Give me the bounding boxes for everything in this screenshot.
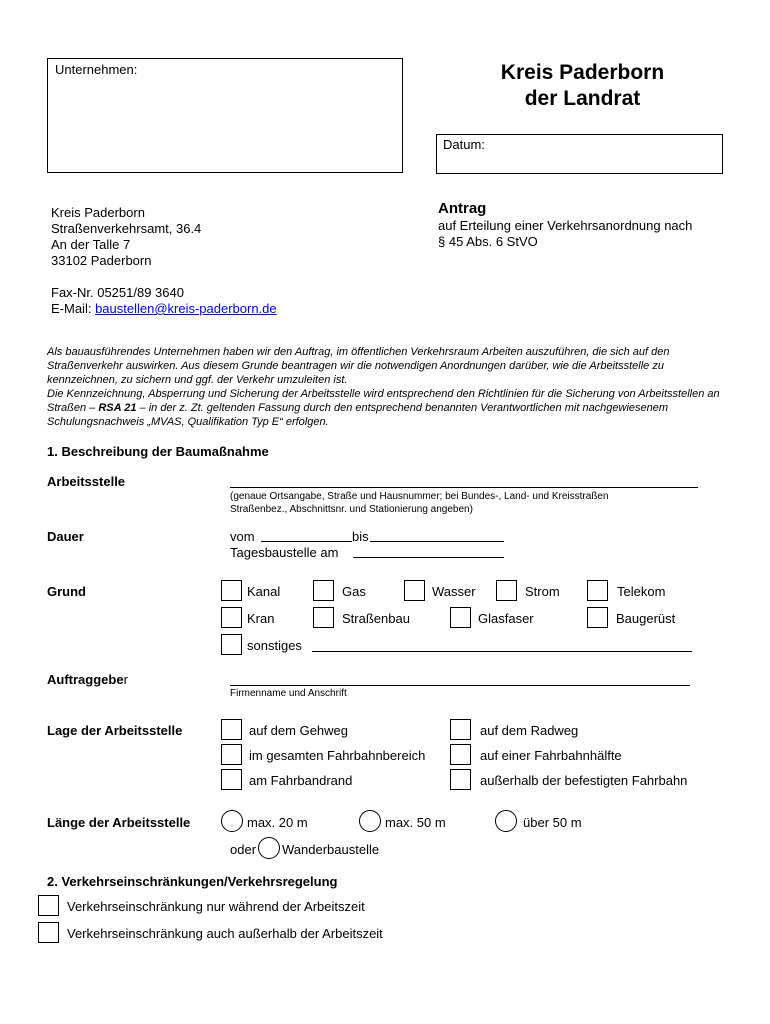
checkbox-gesamter-fahrbahnbereich[interactable] (221, 744, 242, 765)
checkbox-radweg[interactable] (450, 719, 471, 740)
authority-title-line1: Kreis Paderborn (500, 61, 665, 84)
email-link[interactable]: baustellen@kreis-paderborn.de (95, 301, 277, 316)
intro-p2-a: Die Kennzeichnung, Absperrung und Sicherung der Arbeitsstelle wird entsprechend den Richtlinien für die Sicherung von Arbeitsstellen an Straßen – (47, 388, 720, 414)
date-box[interactable] (436, 134, 723, 174)
option-label-baugeruest: Baugerüst (616, 611, 676, 626)
arbeitsstelle-hint (230, 490, 609, 516)
checkbox-baugeruest[interactable] (587, 607, 608, 628)
auftraggeber-label (47, 672, 128, 687)
option-label-ausserhalb-arbeitszeit: Verkehrseinschränkung auch außerhalb der Arbeitszeit (67, 926, 383, 941)
checkbox-glasfaser[interactable] (450, 607, 471, 628)
dauer-vom-label: vom (230, 529, 255, 544)
checkbox-telekom[interactable] (587, 580, 608, 601)
checkbox-wasser[interactable] (404, 580, 425, 601)
application-title: Antrag (438, 200, 487, 217)
authority-title (440, 60, 725, 112)
address-line4: 33102 Paderborn (51, 253, 152, 268)
oder-label: oder (230, 842, 257, 857)
option-label-max-50m: max. 50 m (385, 815, 446, 830)
checkbox-ausserhalb-fahrbahn[interactable] (450, 769, 471, 790)
arbeitsstelle-hint-line2: Straßenbez., Abschnittsnr. und Stationierung angeben) (230, 504, 473, 515)
option-label-radweg: auf dem Radweg (480, 723, 579, 738)
radio-max-50m[interactable] (359, 810, 381, 832)
option-label-gehweg: auf dem Gehweg (249, 723, 349, 738)
checkbox-gas[interactable] (313, 580, 334, 601)
option-label-gesamter-fahrbahnbereich: im gesamten Fahrbahnbereich (249, 748, 426, 763)
application-line2: § 45 Abs. 6 StVO (438, 234, 538, 249)
tagesbaustelle-input-line[interactable] (353, 557, 504, 558)
radio-max-20m[interactable] (221, 810, 243, 832)
option-label-max-20m: max. 20 m (247, 815, 308, 830)
option-label-telekom: Telekom (617, 584, 666, 599)
company-box[interactable] (47, 58, 403, 173)
checkbox-nur-arbeitszeit[interactable] (38, 895, 59, 916)
arbeitsstelle-hint-line1: (genaue Ortsangabe, Straße und Hausnummer; bei Bundes-, Land- und Kreisstraßen (230, 491, 609, 502)
address-line1: Kreis Paderborn (51, 205, 145, 220)
dauer-bis-input-line[interactable] (370, 541, 504, 542)
option-label-kran: Kran (247, 611, 275, 626)
address-block (51, 205, 277, 317)
option-label-strassenbau: Straßenbau (342, 611, 410, 626)
fax-number: Fax-Nr. 05251/89 3640 (51, 285, 184, 300)
dauer-label: Dauer (47, 529, 84, 544)
intro-p2-bold: RSA 21 (98, 402, 137, 414)
section2-title: 2. Verkehrseinschränkungen/Verkehrsregelung (47, 874, 338, 889)
grund-label: Grund (47, 584, 86, 599)
radio-ueber-50m[interactable] (495, 810, 517, 832)
option-label-sonstiges: sonstiges (247, 638, 302, 653)
option-label-gas: Gas (342, 584, 366, 599)
lage-label: Lage der Arbeitsstelle (47, 723, 183, 738)
auftraggeber-label-end: r (123, 672, 128, 687)
address-line2: Straßenverkehrsamt, 36.4 (51, 221, 202, 236)
checkbox-strom[interactable] (496, 580, 517, 601)
tagesbaustelle-label: Tagesbaustelle am (230, 545, 339, 560)
company-label: Unternehmen: (55, 62, 138, 77)
option-label-wasser: Wasser (432, 584, 476, 599)
option-label-strom: Strom (525, 584, 560, 599)
option-label-ausserhalb-fahrbahn: außerhalb der befestigten Fahrbahn (480, 773, 688, 788)
laenge-label: Länge der Arbeitsstelle (47, 815, 191, 830)
checkbox-fahrbahnhaelfte[interactable] (450, 744, 471, 765)
auftraggeber-input-line[interactable] (230, 685, 690, 686)
intro-paragraph-1: Als bauausführendes Unternehmen haben wir den Auftrag, im öffentlichen Verkehrsraum Arbeiten auszuführen, die sich auf den Straßenverkehr auswirken. Aus diesem Grunde beantragen wir die notwendigen Anordnungen darüber, wie die Arbeitsstelle zu kennzeichnen, zu sichern und ggf. der Verkehr umzuleiten ist. (47, 346, 670, 386)
dauer-vom-input-line[interactable] (261, 541, 352, 542)
checkbox-gehweg[interactable] (221, 719, 242, 740)
arbeitsstelle-label: Arbeitsstelle (47, 474, 126, 489)
sonstiges-input-line[interactable] (312, 651, 692, 652)
section1-title: 1. Beschreibung der Baumaßnahme (47, 444, 269, 459)
email-prefix: E-Mail: (51, 301, 96, 316)
intro-paragraph-2 (47, 387, 727, 429)
arbeitsstelle-input-line[interactable] (230, 487, 698, 488)
checkbox-kanal[interactable] (221, 580, 242, 601)
option-label-kanal: Kanal (247, 584, 281, 599)
option-label-fahrbandrand: am Fahrbandrand (249, 773, 353, 788)
checkbox-strassenbau[interactable] (313, 607, 334, 628)
checkbox-kran[interactable] (221, 607, 242, 628)
auftraggeber-hint: Firmenname und Anschrift (230, 688, 347, 699)
address-line3: An der Talle 7 (51, 237, 131, 252)
application-block (438, 200, 692, 250)
auftraggeber-label-bold: Auftraggebe (47, 672, 124, 687)
radio-wanderbaustelle[interactable] (258, 837, 280, 859)
option-label-nur-arbeitszeit: Verkehrseinschränkung nur während der Arbeitszeit (67, 899, 365, 914)
intro-text (47, 345, 727, 429)
date-label: Datum: (443, 137, 485, 152)
application-line1: auf Erteilung einer Verkehrsanordnung nach (438, 218, 693, 233)
checkbox-ausserhalb-arbeitszeit[interactable] (38, 922, 59, 943)
intro-p2-b: – in der z. Zt. geltenden Fassung durch den entsprechend benannten Verantwortlichen mit nachgewiesenem Schulungsnachweis „MVAS, Qualifikation Typ E“ erfolgen. (47, 402, 669, 428)
email-line (51, 301, 277, 317)
option-label-ueber-50m: über 50 m (523, 815, 582, 830)
authority-title-line2: der Landrat (524, 87, 641, 110)
dauer-bis-label: bis (352, 529, 369, 544)
option-label-wanderbaustelle: Wanderbaustelle (282, 842, 380, 857)
checkbox-fahrbandrand[interactable] (221, 769, 242, 790)
checkbox-sonstiges[interactable] (221, 634, 242, 655)
option-label-fahrbahnhaelfte: auf einer Fahrbahnhälfte (480, 748, 622, 763)
option-label-glasfaser: Glasfaser (478, 611, 534, 626)
